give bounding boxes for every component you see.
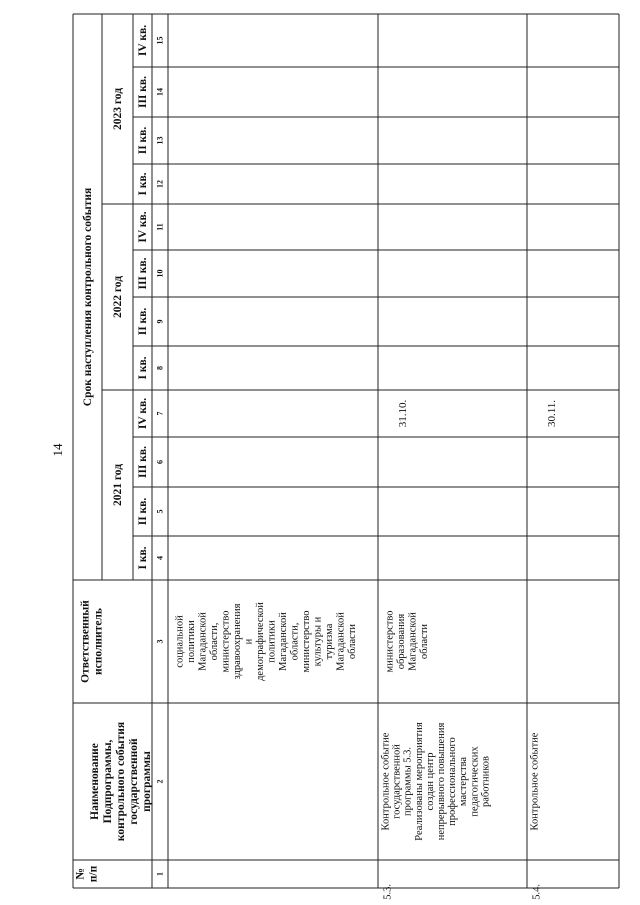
executor-name: политики [266,620,278,663]
header-quarter: I кв. [137,172,149,196]
header-quarter: III кв. [137,445,149,479]
header-quarter: II кв. [137,497,149,526]
column-index: 8 [155,366,165,370]
header-quarter: IV кв. [137,211,149,243]
header-quarter: III кв. [137,75,149,109]
executor-name: образования [396,613,407,670]
executor-name: области, [209,622,220,661]
event-name: Контрольное событие [380,732,392,831]
event-name: педагогических [469,746,481,817]
column-index: 7 [155,411,165,416]
executor-name: министерство [384,610,396,673]
column-index: 15 [155,36,165,45]
column-index: 3 [155,639,165,644]
event-name: Контрольное событие [529,732,541,831]
deadline-date: 30.11. [546,399,558,428]
column-index: 6 [155,460,165,464]
header-quarter: I кв. [137,546,149,570]
event-name: профессионального [447,737,459,826]
executor-name: культуры и [312,616,324,667]
header-executor: исполнитель [92,608,105,675]
column-index: 1 [155,872,165,876]
header-year: 2021 год [112,463,124,507]
column-index: 5 [155,509,165,514]
executor-name: Магаданской [407,612,419,671]
header-quarter: I кв. [137,356,149,380]
executor-name: Магаданской [278,612,289,671]
executor-name: области, [289,622,301,661]
header-quarter: IV кв. [137,24,149,57]
column-index: 14 [155,88,165,96]
executor-name: демографической [255,602,266,681]
executor-name: министерство [220,610,232,673]
page-number: 14 [50,443,65,457]
header-year: 2023 год [112,87,124,131]
event-name: государственной [391,744,403,819]
header-name: программы [141,751,153,812]
header-name: государственной [128,738,140,825]
event-name: мастерства [458,756,470,807]
column-index: 12 [155,180,165,188]
executor-name: социальной [174,615,186,668]
header-quarter: IV кв. [137,397,149,430]
column-index: 9 [155,319,165,324]
event-name: работников [480,756,492,807]
executor-name: туризма [324,623,335,660]
header-num: п/п [87,865,100,883]
executor-name: области [347,623,358,660]
column-index: 13 [155,136,165,145]
event-name: Реализованы мероприятия [413,722,425,841]
header-name: контрольного события [115,721,127,842]
column-index: 11 [155,223,165,231]
event-name: непрерывного повышения [436,722,447,841]
deadline-date: 31.10. [397,399,409,428]
header-year: 2022 год [112,275,124,319]
column-index: 2 [155,779,165,784]
header-quarter: II кв. [137,307,149,336]
header-deadline: Срок наступления контрольного события [82,187,94,407]
executor-name: политики [186,620,197,663]
column-index: 4 [155,556,165,560]
executor-name: области [419,623,430,660]
executor-name: Магаданской [197,612,209,671]
header-quarter: III кв. [137,257,149,290]
row-number: 5.3. [382,884,394,900]
executor-name: Магаданской [335,612,347,671]
executor-name: здравоохранения [232,603,243,680]
event-name: создан центр [424,752,436,811]
event-name: программы 5.3. [402,746,414,817]
header-executor: Ответственный [79,600,92,683]
column-index: 10 [155,269,165,278]
executor-name: и [243,638,255,645]
header-name: Подпрограммы, [102,739,114,824]
row-number: 5.4. [531,884,543,900]
header-num: № [74,868,87,880]
table-text [75,25,559,900]
header-name: Наименование [89,743,101,820]
header-quarter: II кв. [137,126,149,155]
executor-name: министерство [301,610,312,673]
